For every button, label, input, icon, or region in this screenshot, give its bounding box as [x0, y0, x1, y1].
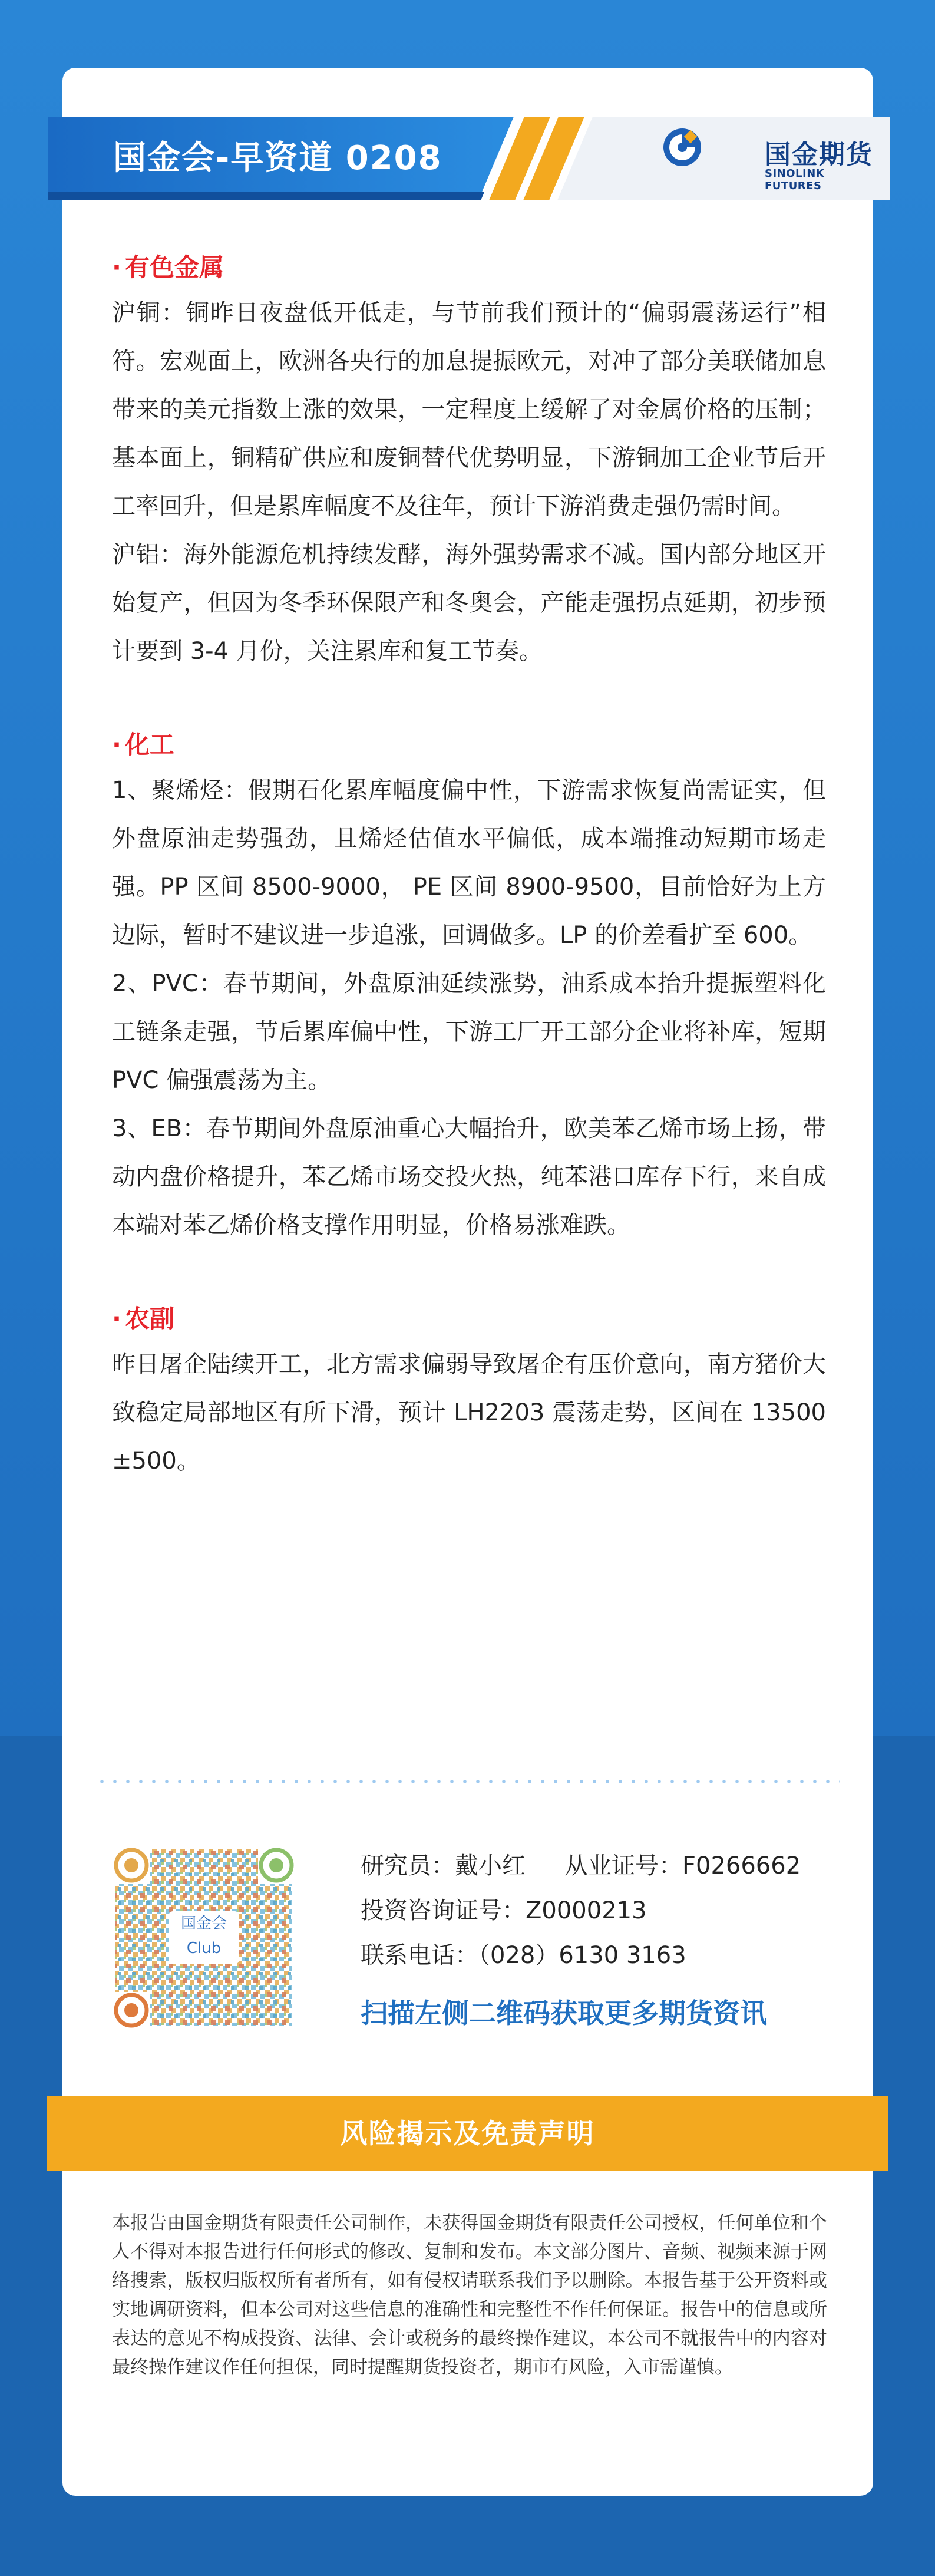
logo-text-en: SINOLINK FUTURES [765, 167, 825, 192]
qr-center-label [169, 1911, 239, 1964]
bullet-dot: · [112, 730, 121, 759]
section-heading-text: 农副 [124, 1304, 174, 1333]
risk-disclosure-title: 风险揭示及免责声明 [47, 2096, 888, 2171]
section-heading [112, 1298, 826, 1340]
license-label: 从业证号： [564, 1852, 682, 1879]
header-banner [48, 117, 890, 200]
paragraph-hogs: 昨日屠企陆续开工，北方需求偏弱导致屠企有压价意向，南方猪价大致稳定局部地区有所下滑，预计 LH2203 震荡走势，区间在 13500±500。 [112, 1351, 826, 1475]
disclaimer-text: 本报告由国金期货有限责任公司制作，未获得国金期货有限责任公司授权，任何单位和个人不得对本报告进行任何形式的修改、复制和发布。本文部分图片、音频、视频来源于网络搜索，版权归版权所有者所有，如有侵权请联系我们予以删除。本报告基于公开资料或实地调研资料，但本公司对这些信息的准确性和完整性不作任何保证。报告中的信息或所表达的意见不构成投资、法律、会计或税务的最终操作建议，本公司不就报告中的内容对最终操作建议作任何担保，同时提醒期货投资者，期市有风险，入市需谨慎。 [112, 2212, 827, 2378]
section-heading [112, 724, 826, 766]
bullet-dot: · [112, 253, 121, 282]
paragraph-aluminum: 沪铝：海外能源危机持续发酵，海外强势需求不减。国内部分地区开始复产，但因为冬季环保限产和冬奥会，产能走强拐点延期，初步预计要到 3-4 月份，关注累库和复工节奏。 [112, 541, 826, 665]
advisory-row [361, 1888, 844, 1933]
paragraph-eb: 3、EB：春节期间外盘原油重心大幅抬升，欧美苯乙烯市场上扬，带动内盘价格提升，苯乙烯市场交投火热，纯苯港口库存下行，来自成本端对苯乙烯价格支撑作用明显，价格易涨难跌。 [112, 1115, 826, 1239]
researcher-label: 研究员： [361, 1852, 455, 1879]
banner-title: 国金会-早资道 0208 [113, 139, 442, 177]
section-heading-text: 化工 [124, 730, 174, 759]
section-metals [112, 246, 826, 675]
paragraph-pvc: 2、PVC：春节期间，外盘原油延续涨势，油系成本抬升提振塑料化工链条走强，节后累库偏中性，下游工厂开工部分企业将补库，短期 PVC 偏强震荡为主。 [112, 970, 826, 1094]
advisory-label: 投资咨询证号： [361, 1897, 526, 1924]
section-agri [112, 1298, 826, 1485]
paragraph-copper: 沪铜：铜昨日夜盘低开低走，与节前我们预计的“偏弱震荡运行”相符。宏观面上，欧洲各央行的加息提振欧元，对冲了部分美联储加息带来的美元指数上涨的效果，一定程度上缓解了对金属价格的压制；基本面上，铜精矿供应和废铜替代优势明显，下游铜加工企业节后开工率回升，但是累库幅度不及往年，预计下游消费走强仍需时间。 [112, 299, 826, 520]
sinolink-logo [661, 126, 885, 191]
bullet-dot: · [112, 1304, 121, 1333]
phone-row [361, 1933, 844, 1978]
qr-label-line-1: 国金会 [180, 1915, 227, 1932]
qr-code[interactable] [110, 1843, 298, 2032]
advisory-number: Z0000213 [526, 1897, 647, 1924]
report-content [112, 246, 826, 1485]
researcher-name: 戴小红 [455, 1852, 526, 1879]
section-chemicals [112, 724, 826, 1249]
researcher-row [361, 1843, 844, 1888]
section-heading-text: 有色金属 [124, 253, 224, 282]
contact-info [361, 1843, 844, 1978]
section-heading [112, 246, 826, 289]
phone-label: 联系电话： [361, 1942, 478, 1969]
license-number: F0266662 [682, 1852, 801, 1879]
qr-label-line-2: Club [186, 1940, 222, 1957]
phone-number: （028）6130 3163 [478, 1942, 686, 1969]
sinolink-logo-icon [661, 126, 703, 169]
qr-call-to-action: 扫描左侧二维码获取更多期货资讯 [361, 1997, 767, 2029]
logo-text-cn: 国金期货 [765, 140, 873, 170]
dotted-divider [95, 1780, 840, 1783]
paragraph-polyolefin: 1、聚烯烃：假期石化累库幅度偏中性，下游需求恢复尚需证实，但外盘原油走势强劲，且烯烃估值水平偏低，成本端推动短期市场走强。PP 区间 8500-9000， PE 区间 8900-9500，目前恰好为上方边际，暂时不建议进一步追涨，回调做多。LP 的价差看扩至 600。 [112, 777, 826, 949]
